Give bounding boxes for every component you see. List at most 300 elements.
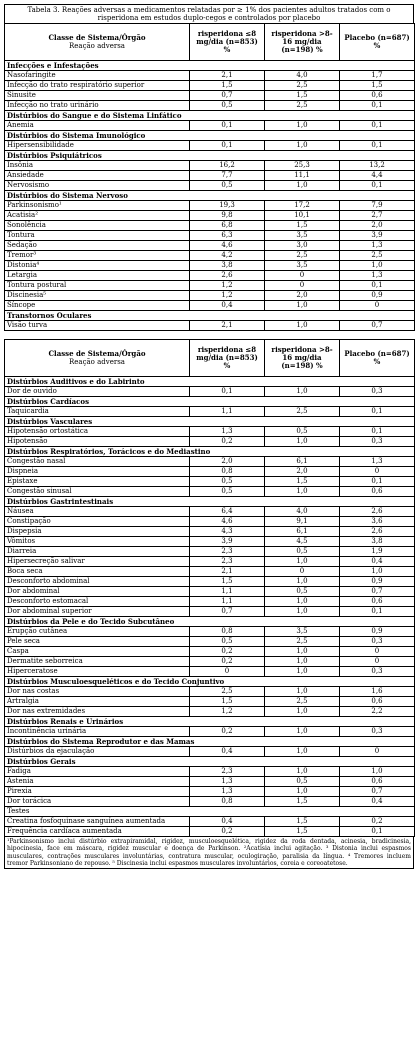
reaction-value: 0,7 bbox=[190, 607, 265, 617]
table-row bbox=[5, 291, 415, 301]
reaction-value: 0 bbox=[340, 747, 415, 757]
reaction-value: 0,7 bbox=[340, 787, 415, 797]
reaction-value: 0,5 bbox=[190, 637, 265, 647]
table-row bbox=[5, 141, 415, 151]
header-risperidone-low: risperidona ≤8 mg/dia (n=853) % bbox=[190, 24, 265, 61]
reaction-value: 0,5 bbox=[265, 587, 340, 597]
reaction-name: Distonia⁴ bbox=[5, 261, 190, 271]
reaction-name: Anemia bbox=[5, 121, 190, 131]
reaction-value: 0,2 bbox=[190, 647, 265, 657]
reaction-value: 2,5 bbox=[340, 251, 415, 261]
category-label: Distúrbios da Pele e do Tecido Subcutâneo bbox=[5, 617, 415, 627]
reaction-name: Insônia bbox=[5, 161, 190, 171]
reaction-name: Creatina fosfoquinase sanguínea aumentada bbox=[5, 817, 190, 827]
category-label: Distúrbios Gerais bbox=[5, 757, 415, 767]
reaction-value: 3,5 bbox=[265, 261, 340, 271]
table-row bbox=[5, 607, 415, 617]
table-row bbox=[5, 261, 415, 271]
table-row bbox=[5, 527, 415, 537]
table-row bbox=[5, 587, 415, 597]
table-footnotes: ¹Parkinsonismo inclui distúrbio extrapiramidal, rigidez, musculoesquelética, rigidez da roda dentada, acinesia, bradicinesia, hipocinesia, face em máscara, rigidez muscular e doença de Parkinson. ²Acatisia inclui agitação. ³ Distonia inclui espasmos musculares, contrações musculares involuntárias, contratura muscular, oculogiração, paralisia da língua. ⁴ Tremores incluem tremor Parkinsoniano de repouso. ⁵ Discinesia inclui espasmos musculares involuntários, coreia e coreoatetose. bbox=[4, 837, 414, 869]
reaction-value: 1,0 bbox=[265, 577, 340, 587]
reaction-value: 2,5 bbox=[265, 697, 340, 707]
reaction-value: 1,9 bbox=[340, 547, 415, 557]
category-label: Distúrbios Respiratórios, Torácicos e do Mediastino bbox=[5, 447, 415, 457]
category-label: Distúrbios Vasculares bbox=[5, 417, 415, 427]
table-header-row bbox=[5, 340, 415, 377]
category-label: Transtornos Oculares bbox=[5, 311, 415, 321]
reaction-name: Dispepsia bbox=[5, 527, 190, 537]
table-row bbox=[5, 597, 415, 607]
category-row bbox=[5, 677, 415, 687]
reaction-name: Infecção do trato respiratório superior bbox=[5, 81, 190, 91]
table-row bbox=[5, 71, 415, 81]
table-row bbox=[5, 817, 415, 827]
reaction-value: 2,0 bbox=[265, 291, 340, 301]
reaction-value: 0,1 bbox=[340, 827, 415, 837]
reaction-value: 3,5 bbox=[265, 627, 340, 637]
reaction-value: 6,8 bbox=[190, 221, 265, 231]
reaction-name: Hipersensibilidade bbox=[5, 141, 190, 151]
table-row bbox=[5, 667, 415, 677]
reaction-value: 1,5 bbox=[190, 81, 265, 91]
reaction-value: 0,3 bbox=[340, 667, 415, 677]
table-row bbox=[5, 271, 415, 281]
reaction-name: Náusea bbox=[5, 507, 190, 517]
table-row bbox=[5, 101, 415, 111]
reaction-name: Artralgia bbox=[5, 697, 190, 707]
category-label: Distúrbios Gastrintestinais bbox=[5, 497, 415, 507]
reaction-value: 0,8 bbox=[190, 797, 265, 807]
reaction-name: Dor abdominal superior bbox=[5, 607, 190, 617]
reaction-value: 1,0 bbox=[265, 121, 340, 131]
reaction-name: Letargia bbox=[5, 271, 190, 281]
table-row bbox=[5, 91, 415, 101]
category-row bbox=[5, 61, 415, 71]
reaction-name: Taquicardia bbox=[5, 407, 190, 417]
document-page bbox=[4, 4, 416, 869]
table-row bbox=[5, 387, 415, 397]
reaction-value: 0,1 bbox=[340, 607, 415, 617]
table-caption: Tabela 3. Reações adversas a medicamentos relatadas por ≥ 1% dos pacientes adultos tratados com o risperidona em estudos duplo-cegos e controlados por placebo bbox=[4, 4, 414, 23]
category-row bbox=[5, 151, 415, 161]
reaction-value: 0,2 bbox=[190, 437, 265, 447]
reaction-value: 9,1 bbox=[265, 517, 340, 527]
category-label: Distúrbios Cardíacos bbox=[5, 397, 415, 407]
reaction-value: 0,5 bbox=[265, 547, 340, 557]
reaction-value: 3,8 bbox=[190, 261, 265, 271]
category-row bbox=[5, 757, 415, 767]
reaction-value: 3,9 bbox=[190, 537, 265, 547]
reaction-value: 0,9 bbox=[340, 291, 415, 301]
table-row bbox=[5, 517, 415, 527]
reaction-value: 13,2 bbox=[340, 161, 415, 171]
header-risperidone-low: risperidona ≤8 mg/dia (n=853) % bbox=[190, 340, 265, 377]
reaction-value: 2,6 bbox=[340, 527, 415, 537]
reaction-value: 0,8 bbox=[190, 467, 265, 477]
reaction-value: 10,1 bbox=[265, 211, 340, 221]
reaction-value: 0,5 bbox=[190, 101, 265, 111]
table-row bbox=[5, 221, 415, 231]
reaction-name: Tremor³ bbox=[5, 251, 190, 261]
reaction-value: 6,1 bbox=[265, 457, 340, 467]
table-row bbox=[5, 281, 415, 291]
reaction-value: 0,7 bbox=[340, 587, 415, 597]
reaction-value: 1,5 bbox=[265, 827, 340, 837]
reaction-value: 1,2 bbox=[190, 707, 265, 717]
reaction-value: 0,5 bbox=[265, 427, 340, 437]
reaction-value: 4,0 bbox=[265, 71, 340, 81]
category-row bbox=[5, 417, 415, 427]
reaction-value: 1,0 bbox=[265, 437, 340, 447]
reaction-name: Pirexia bbox=[5, 787, 190, 797]
reaction-value: 17,2 bbox=[265, 201, 340, 211]
table-row bbox=[5, 657, 415, 667]
reaction-value: 4,3 bbox=[190, 527, 265, 537]
table-row bbox=[5, 301, 415, 311]
category-label: Infecções e Infestações bbox=[5, 61, 415, 71]
reaction-value: 0 bbox=[265, 281, 340, 291]
reaction-value: 1,5 bbox=[265, 477, 340, 487]
adverse-reactions-table-1 bbox=[4, 23, 415, 331]
reaction-value: 0,6 bbox=[340, 487, 415, 497]
reaction-name: Dor de ouvido bbox=[5, 387, 190, 397]
reaction-value: 0 bbox=[265, 271, 340, 281]
reaction-name: Astenia bbox=[5, 777, 190, 787]
reaction-value: 2,5 bbox=[265, 407, 340, 417]
category-row bbox=[5, 617, 415, 627]
reaction-name: Caspa bbox=[5, 647, 190, 657]
reaction-name: Frequência cardíaca aumentada bbox=[5, 827, 190, 837]
reaction-value: 1,0 bbox=[265, 687, 340, 697]
reaction-value: 0,5 bbox=[190, 477, 265, 487]
table-row bbox=[5, 787, 415, 797]
table-row bbox=[5, 557, 415, 567]
reaction-value: 1,0 bbox=[265, 607, 340, 617]
reaction-value: 0,4 bbox=[190, 747, 265, 757]
adverse-reactions-table-2 bbox=[4, 339, 415, 837]
reaction-value: 4,6 bbox=[190, 517, 265, 527]
reaction-value: 0,1 bbox=[340, 477, 415, 487]
reaction-name: Sedação bbox=[5, 241, 190, 251]
reaction-value: 2,1 bbox=[190, 321, 265, 331]
reaction-value: 0,6 bbox=[340, 697, 415, 707]
reaction-value: 0,4 bbox=[190, 301, 265, 311]
reaction-name: Nervosismo bbox=[5, 181, 190, 191]
reaction-value: 1,0 bbox=[265, 787, 340, 797]
reaction-value: 2,3 bbox=[190, 547, 265, 557]
reaction-value: 7,7 bbox=[190, 171, 265, 181]
table-row bbox=[5, 707, 415, 717]
category-label: Distúrbios do Sistema Reprodutor e das Mamas bbox=[5, 737, 415, 747]
category-row bbox=[5, 807, 415, 817]
table-row bbox=[5, 251, 415, 261]
reaction-name: Vômitos bbox=[5, 537, 190, 547]
reaction-value: 1,0 bbox=[265, 487, 340, 497]
reaction-value: 3,6 bbox=[340, 517, 415, 527]
reaction-name: Tontura bbox=[5, 231, 190, 241]
reaction-name: Dor nas costas bbox=[5, 687, 190, 697]
reaction-value: 2,3 bbox=[190, 557, 265, 567]
reaction-value: 0 bbox=[190, 667, 265, 677]
table-row bbox=[5, 211, 415, 221]
reaction-value: 1,0 bbox=[265, 557, 340, 567]
table-row bbox=[5, 467, 415, 477]
reaction-value: 1,3 bbox=[340, 271, 415, 281]
reaction-value: 0,4 bbox=[340, 797, 415, 807]
table-body bbox=[5, 61, 415, 331]
table-row bbox=[5, 487, 415, 497]
table-row bbox=[5, 637, 415, 647]
category-label: Testes bbox=[5, 807, 415, 817]
reaction-value: 25,3 bbox=[265, 161, 340, 171]
reaction-value: 4,0 bbox=[265, 507, 340, 517]
table-row bbox=[5, 427, 415, 437]
reaction-value: 1,0 bbox=[265, 747, 340, 757]
reaction-value: 0,5 bbox=[190, 181, 265, 191]
table-row bbox=[5, 241, 415, 251]
reaction-value: 1,3 bbox=[340, 241, 415, 251]
reaction-value: 1,5 bbox=[265, 221, 340, 231]
reaction-name: Discinesia⁵ bbox=[5, 291, 190, 301]
reaction-value: 2,5 bbox=[265, 81, 340, 91]
reaction-value: 1,3 bbox=[190, 427, 265, 437]
table-row bbox=[5, 171, 415, 181]
reaction-value: 9,8 bbox=[190, 211, 265, 221]
category-row bbox=[5, 377, 415, 387]
reaction-name: Infecção no trato urinário bbox=[5, 101, 190, 111]
reaction-name: Síncope bbox=[5, 301, 190, 311]
reaction-value: 1,1 bbox=[190, 587, 265, 597]
reaction-value: 16,2 bbox=[190, 161, 265, 171]
category-label: Distúrbios Renais e Urinários bbox=[5, 717, 415, 727]
reaction-value: 6,4 bbox=[190, 507, 265, 517]
reaction-name: Incontinência urinária bbox=[5, 727, 190, 737]
reaction-value: 1,2 bbox=[190, 291, 265, 301]
table-row bbox=[5, 647, 415, 657]
table-row bbox=[5, 767, 415, 777]
reaction-value: 4,6 bbox=[190, 241, 265, 251]
reaction-value: 1,0 bbox=[340, 767, 415, 777]
reaction-value: 0,1 bbox=[190, 121, 265, 131]
header-risperidone-high: risperidona >8-16 mg/dia (n=198) % bbox=[265, 24, 340, 61]
reaction-value: 1,5 bbox=[265, 797, 340, 807]
category-label: Distúrbios do Sistema Nervoso bbox=[5, 191, 415, 201]
reaction-name: Desconforto estomacal bbox=[5, 597, 190, 607]
header-risperidone-high: risperidona >8-16 mg/dia (n=198) % bbox=[265, 340, 340, 377]
reaction-value: 0,5 bbox=[265, 777, 340, 787]
reaction-value: 1,3 bbox=[190, 787, 265, 797]
reaction-name: Epistaxe bbox=[5, 477, 190, 487]
table-row bbox=[5, 407, 415, 417]
reaction-value: 2,2 bbox=[340, 707, 415, 717]
reaction-value: 19,3 bbox=[190, 201, 265, 211]
reaction-name: Hipotensão ortostática bbox=[5, 427, 190, 437]
table-row bbox=[5, 507, 415, 517]
category-label: Distúrbios Psiquiátricos bbox=[5, 151, 415, 161]
reaction-value: 1,0 bbox=[265, 597, 340, 607]
reaction-value: 0,9 bbox=[340, 627, 415, 637]
reaction-name: Distúrbios da ejaculação bbox=[5, 747, 190, 757]
reaction-value: 2,1 bbox=[190, 71, 265, 81]
header-placebo: Placebo (n=687) % bbox=[340, 24, 415, 61]
reaction-value: 0,7 bbox=[340, 321, 415, 331]
reaction-value: 3,9 bbox=[340, 231, 415, 241]
reaction-name: Dor nas extremidades bbox=[5, 707, 190, 717]
table-row bbox=[5, 437, 415, 447]
reaction-value: 0,1 bbox=[190, 141, 265, 151]
reaction-value: 3,0 bbox=[265, 241, 340, 251]
reaction-value: 0,8 bbox=[190, 627, 265, 637]
reaction-value: 2,5 bbox=[190, 687, 265, 697]
category-row bbox=[5, 717, 415, 727]
reaction-value: 0,1 bbox=[340, 141, 415, 151]
reaction-value: 1,5 bbox=[340, 81, 415, 91]
table-row bbox=[5, 777, 415, 787]
reaction-name: Boca seca bbox=[5, 567, 190, 577]
reaction-value: 1,1 bbox=[190, 597, 265, 607]
category-row bbox=[5, 311, 415, 321]
reaction-value: 1,3 bbox=[190, 777, 265, 787]
reaction-value: 0,4 bbox=[340, 557, 415, 567]
reaction-name: Nasofaringite bbox=[5, 71, 190, 81]
reaction-value: 1,0 bbox=[265, 387, 340, 397]
reaction-value: 0 bbox=[340, 301, 415, 311]
table-header-row bbox=[5, 24, 415, 61]
reaction-name: Congestão nasal bbox=[5, 457, 190, 467]
reaction-value: 1,6 bbox=[340, 687, 415, 697]
header-system-organ-class: Classe de Sistema/Órgão Reação adversa bbox=[5, 24, 190, 61]
reaction-value: 1,0 bbox=[340, 261, 415, 271]
reaction-value: 1,0 bbox=[265, 301, 340, 311]
reaction-value: 2,5 bbox=[265, 251, 340, 261]
reaction-value: 1,5 bbox=[190, 577, 265, 587]
reaction-name: Dor torácica bbox=[5, 797, 190, 807]
reaction-value: 1,5 bbox=[265, 817, 340, 827]
reaction-value: 4,2 bbox=[190, 251, 265, 261]
reaction-name: Dispneia bbox=[5, 467, 190, 477]
category-row bbox=[5, 447, 415, 457]
reaction-value: 2,0 bbox=[340, 221, 415, 231]
table-row bbox=[5, 457, 415, 467]
reaction-name: Acatisia² bbox=[5, 211, 190, 221]
reaction-value: 0,7 bbox=[190, 91, 265, 101]
reaction-name: Sinusite bbox=[5, 91, 190, 101]
reaction-name: Sonolência bbox=[5, 221, 190, 231]
table-row bbox=[5, 477, 415, 487]
category-row bbox=[5, 497, 415, 507]
table-row bbox=[5, 727, 415, 737]
reaction-value: 0,1 bbox=[340, 407, 415, 417]
reaction-value: 1,5 bbox=[265, 91, 340, 101]
reaction-value: 1,0 bbox=[265, 667, 340, 677]
reaction-value: 3,8 bbox=[340, 537, 415, 547]
reaction-value: 0,1 bbox=[340, 121, 415, 131]
reaction-value: 6,3 bbox=[190, 231, 265, 241]
table-row bbox=[5, 687, 415, 697]
reaction-name: Constipação bbox=[5, 517, 190, 527]
reaction-value: 0,6 bbox=[340, 597, 415, 607]
reaction-value: 2,6 bbox=[340, 507, 415, 517]
reaction-name: Hipersecreção salivar bbox=[5, 557, 190, 567]
table-row bbox=[5, 827, 415, 837]
reaction-value: 0 bbox=[340, 657, 415, 667]
reaction-value: 0,4 bbox=[190, 817, 265, 827]
category-label: Distúrbios do Sistema Imunológico bbox=[5, 131, 415, 141]
table-row bbox=[5, 797, 415, 807]
reaction-value: 4,4 bbox=[340, 171, 415, 181]
table-row bbox=[5, 697, 415, 707]
reaction-value: 4,5 bbox=[265, 537, 340, 547]
reaction-value: 0,1 bbox=[340, 281, 415, 291]
category-row bbox=[5, 111, 415, 121]
category-label: Distúrbios Musculoesqueléticos e do Tecido Conjuntivo bbox=[5, 677, 415, 687]
reaction-name: Dermatite seborreica bbox=[5, 657, 190, 667]
table-row bbox=[5, 747, 415, 757]
reaction-name: Fadiga bbox=[5, 767, 190, 777]
table-row bbox=[5, 81, 415, 91]
reaction-value: 1,0 bbox=[265, 727, 340, 737]
reaction-value: 0,9 bbox=[340, 577, 415, 587]
reaction-value: 2,6 bbox=[190, 271, 265, 281]
reaction-value: 0,3 bbox=[340, 727, 415, 737]
reaction-value: 1,3 bbox=[340, 457, 415, 467]
reaction-value: 7,9 bbox=[340, 201, 415, 211]
reaction-value: 1,0 bbox=[265, 321, 340, 331]
reaction-name: Parkinsonismo¹ bbox=[5, 201, 190, 211]
reaction-value: 1,5 bbox=[190, 697, 265, 707]
reaction-value: 0,2 bbox=[190, 727, 265, 737]
table-row bbox=[5, 181, 415, 191]
reaction-value: 6,1 bbox=[265, 527, 340, 537]
category-label: Distúrbios Auditivos e do Labirinto bbox=[5, 377, 415, 387]
reaction-value: 2,0 bbox=[265, 467, 340, 477]
reaction-name: Hipotensão bbox=[5, 437, 190, 447]
reaction-value: 0,3 bbox=[340, 387, 415, 397]
table-row bbox=[5, 201, 415, 211]
reaction-value: 0,1 bbox=[340, 427, 415, 437]
reaction-value: 1,0 bbox=[265, 767, 340, 777]
reaction-name: Ansiedade bbox=[5, 171, 190, 181]
reaction-value: 0,5 bbox=[190, 487, 265, 497]
reaction-value: 0,2 bbox=[190, 657, 265, 667]
reaction-value: 1,1 bbox=[190, 407, 265, 417]
table-row bbox=[5, 161, 415, 171]
table-row bbox=[5, 577, 415, 587]
reaction-value: 11,1 bbox=[265, 171, 340, 181]
reaction-value: 0,2 bbox=[190, 827, 265, 837]
reaction-value: 2,1 bbox=[190, 567, 265, 577]
reaction-name: Tontura postural bbox=[5, 281, 190, 291]
reaction-value: 1,0 bbox=[265, 647, 340, 657]
table-row bbox=[5, 627, 415, 637]
reaction-value: 1,2 bbox=[190, 281, 265, 291]
reaction-name: Congestão sinusal bbox=[5, 487, 190, 497]
reaction-value: 1,7 bbox=[340, 71, 415, 81]
reaction-value: 1,0 bbox=[265, 707, 340, 717]
header-system-organ-class: Classe de Sistema/Órgão Reação adversa bbox=[5, 340, 190, 377]
reaction-value: 0,3 bbox=[340, 637, 415, 647]
reaction-value: 0,3 bbox=[340, 437, 415, 447]
table-row bbox=[5, 321, 415, 331]
category-label: Distúrbios do Sangue e do Sistema Linfático bbox=[5, 111, 415, 121]
table-row bbox=[5, 567, 415, 577]
reaction-value: 0,1 bbox=[190, 387, 265, 397]
reaction-value: 0,1 bbox=[340, 101, 415, 111]
reaction-value: 0,6 bbox=[340, 777, 415, 787]
table-row bbox=[5, 547, 415, 557]
reaction-name: Dor abdominal bbox=[5, 587, 190, 597]
